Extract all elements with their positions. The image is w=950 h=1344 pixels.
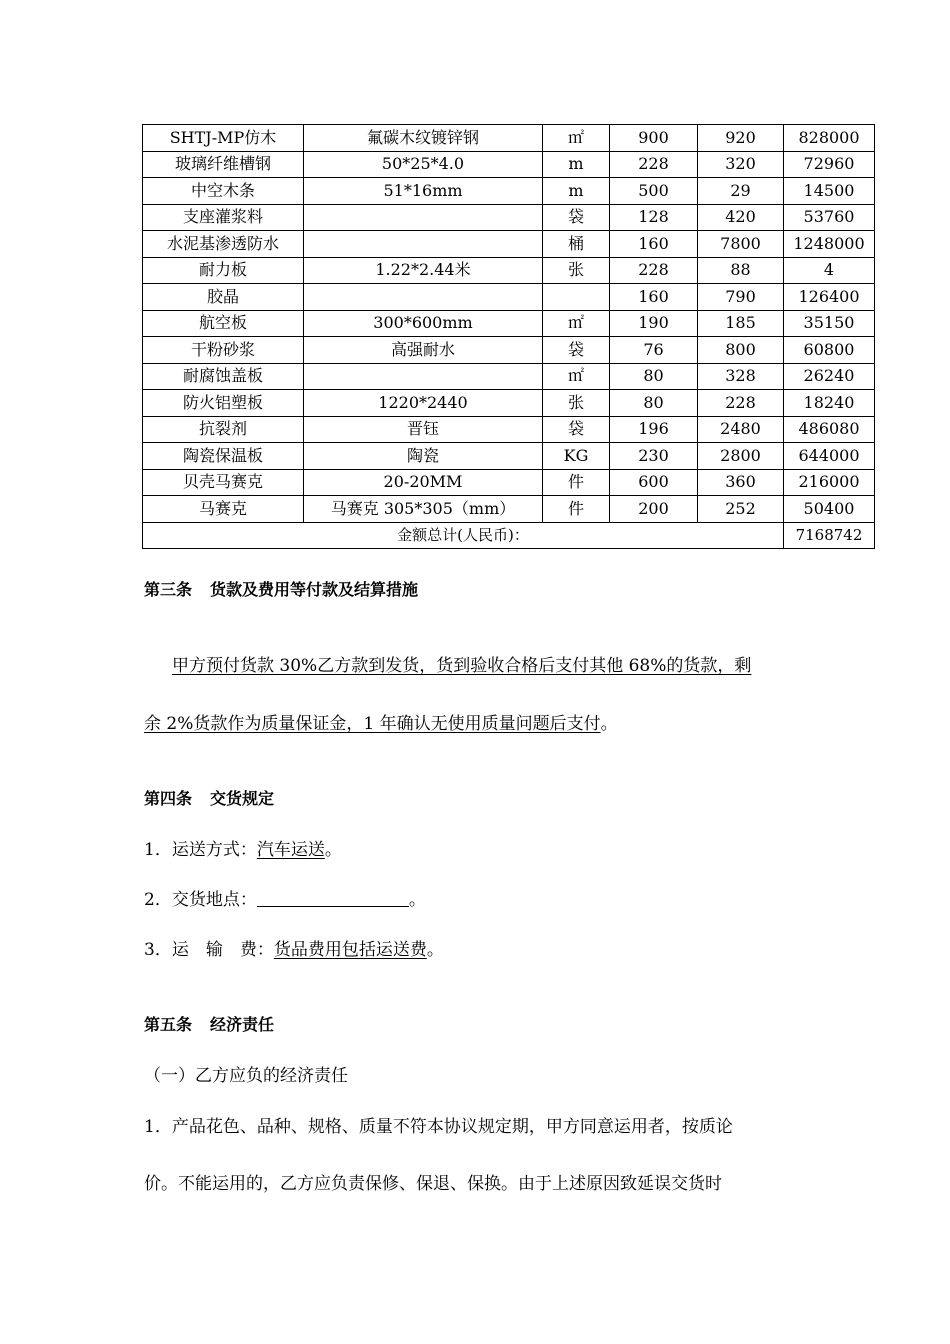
article3-number: 第三条 [144, 580, 193, 599]
delivery-location-blank [257, 890, 409, 907]
table-row [143, 257, 875, 284]
item-price: 185 [698, 310, 784, 337]
item-unit: 张 [543, 257, 610, 284]
total-value: 7168742 [784, 522, 875, 549]
item-unit: ㎡ [543, 125, 610, 152]
item-spec [304, 284, 543, 311]
item-name: 耐腐蚀盖板 [143, 363, 304, 390]
table-row [143, 231, 875, 258]
table-row [143, 469, 875, 496]
item-qty: 128 [610, 204, 698, 231]
item-amount: 1248000 [784, 231, 875, 258]
item-name: 干粉砂浆 [143, 337, 304, 364]
item-spec [304, 231, 543, 258]
item-name: 支座灌浆料 [143, 204, 304, 231]
delivery-location-end: 。 [408, 890, 426, 910]
table-row [143, 443, 875, 470]
goods-table-body [143, 125, 875, 523]
article5-item1-line2: 价。不能运用的，乙方应负责保修、保退、保换。由于上述原因致延误交货时 [144, 1174, 722, 1194]
item-price: 360 [698, 469, 784, 496]
item-qty: 160 [610, 231, 698, 258]
table-row [143, 204, 875, 231]
item-name: 抗裂剂 [143, 416, 304, 443]
freight-value: 货品费用包括运送费 [273, 940, 427, 960]
item-name: 玻璃纤维槽钢 [143, 151, 304, 178]
item-amount: 50400 [784, 496, 875, 523]
item-price: 328 [698, 363, 784, 390]
item-amount: 486080 [784, 416, 875, 443]
item-name: 陶瓷保温板 [143, 443, 304, 470]
table-row [143, 416, 875, 443]
delivery-method-value: 汽车运送 [256, 840, 325, 860]
item-amount: 18240 [784, 390, 875, 417]
item-unit: 件 [543, 496, 610, 523]
item-spec: 马赛克 305*305（mm） [304, 496, 543, 523]
article5-item1-line1: 1．产品花色、品种、规格、质量不符本协议规定期，甲方同意运用者，按质论 [144, 1117, 733, 1137]
item-price: 2480 [698, 416, 784, 443]
delivery-method-line [144, 835, 342, 860]
item-qty: 900 [610, 125, 698, 152]
item-name: SHTJ-MP仿木 [143, 125, 304, 152]
item-unit: KG [543, 443, 610, 470]
item-qty: 196 [610, 416, 698, 443]
item-price: 252 [698, 496, 784, 523]
table-row [143, 337, 875, 364]
item-spec: 晋钰 [304, 416, 543, 443]
item-price: 2800 [698, 443, 784, 470]
item-name: 航空板 [143, 310, 304, 337]
item-unit: 桶 [543, 231, 610, 258]
item-spec: 陶瓷 [304, 443, 543, 470]
article5-subheading: （一）乙方应负的经济责任 [144, 1066, 348, 1086]
item-amount: 35150 [784, 310, 875, 337]
article3-title: 货款及费用等付款及结算措施 [210, 580, 419, 599]
freight-end: 。 [426, 940, 444, 960]
article4-heading [144, 786, 274, 809]
item-spec: 50*25*4.0 [304, 151, 543, 178]
item-qty: 80 [610, 363, 698, 390]
total-label: 金额总计(人民币)： [143, 522, 784, 549]
item-amount: 26240 [784, 363, 875, 390]
article4-title: 交货规定 [210, 789, 275, 808]
item-qty: 190 [610, 310, 698, 337]
article5-title: 经济责任 [210, 1015, 275, 1034]
item-amount: 828000 [784, 125, 875, 152]
total-row [143, 522, 875, 549]
item-amount: 60800 [784, 337, 875, 364]
goods-table [142, 124, 875, 549]
item-name: 水泥基渗透防水 [143, 231, 304, 258]
table-row [143, 496, 875, 523]
item-qty: 160 [610, 284, 698, 311]
table-row [143, 390, 875, 417]
item-amount: 4 [784, 257, 875, 284]
item-unit: ㎡ [543, 363, 610, 390]
item-price: 88 [698, 257, 784, 284]
payment-terms-end: 。 [600, 714, 618, 734]
item-amount: 216000 [784, 469, 875, 496]
item-name: 贝壳马赛克 [143, 469, 304, 496]
payment-terms-line1: 甲方预付货款 30%乙方款到发货，货到验收合格后支付其他 68%的货款，剩 [172, 656, 752, 676]
item-price: 420 [698, 204, 784, 231]
item-spec: 1.22*2.44米 [304, 257, 543, 284]
item-amount: 53760 [784, 204, 875, 231]
article3-heading [144, 577, 418, 600]
article3-paragraph-line1 [172, 651, 751, 676]
freight-label: 3．运 输 费： [144, 940, 274, 960]
item-name: 胶晶 [143, 284, 304, 311]
item-spec: 300*600mm [304, 310, 543, 337]
table-row [143, 151, 875, 178]
item-price: 228 [698, 390, 784, 417]
article3-paragraph-line2 [144, 709, 618, 734]
item-qty: 200 [610, 496, 698, 523]
item-spec: 1220*2440 [304, 390, 543, 417]
table-row [143, 310, 875, 337]
item-unit: 袋 [543, 204, 610, 231]
item-unit: 张 [543, 390, 610, 417]
item-qty: 80 [610, 390, 698, 417]
delivery-method-label: 1．运送方式： [144, 840, 257, 860]
item-name: 中空木条 [143, 178, 304, 205]
article4-number: 第四条 [144, 789, 193, 808]
item-spec: 20-20MM [304, 469, 543, 496]
item-unit: ㎡ [543, 310, 610, 337]
item-qty: 228 [610, 257, 698, 284]
item-spec: 高强耐水 [304, 337, 543, 364]
item-spec [304, 363, 543, 390]
table-row [143, 363, 875, 390]
item-spec: 氟碳木纹镀锌钢 [304, 125, 543, 152]
item-price: 29 [698, 178, 784, 205]
item-unit: m [543, 178, 610, 205]
item-qty: 228 [610, 151, 698, 178]
item-amount: 72960 [784, 151, 875, 178]
item-unit: m [543, 151, 610, 178]
item-unit: 袋 [543, 337, 610, 364]
freight-line [144, 935, 444, 960]
item-spec: 51*16mm [304, 178, 543, 205]
item-name: 防火铝塑板 [143, 390, 304, 417]
item-qty: 76 [610, 337, 698, 364]
table-row [143, 178, 875, 205]
item-amount: 126400 [784, 284, 875, 311]
item-qty: 500 [610, 178, 698, 205]
item-unit: 袋 [543, 416, 610, 443]
item-name: 马赛克 [143, 496, 304, 523]
item-price: 800 [698, 337, 784, 364]
table-row [143, 284, 875, 311]
item-name: 耐力板 [143, 257, 304, 284]
item-amount: 644000 [784, 443, 875, 470]
item-unit: 件 [543, 469, 610, 496]
item-amount: 14500 [784, 178, 875, 205]
item-price: 790 [698, 284, 784, 311]
delivery-method-end: 。 [324, 840, 342, 860]
item-price: 920 [698, 125, 784, 152]
item-qty: 600 [610, 469, 698, 496]
delivery-location-label: 2．交货地点： [144, 890, 257, 910]
item-price: 7800 [698, 231, 784, 258]
item-spec [304, 204, 543, 231]
item-qty: 230 [610, 443, 698, 470]
article5-heading [144, 1012, 274, 1035]
item-unit [543, 284, 610, 311]
delivery-location-line [144, 885, 426, 910]
item-price: 320 [698, 151, 784, 178]
payment-terms-line2: 余 2%货款作为质量保证金，1 年确认无使用质量问题后支付 [144, 714, 601, 734]
article5-number: 第五条 [144, 1015, 193, 1034]
table-row [143, 125, 875, 152]
